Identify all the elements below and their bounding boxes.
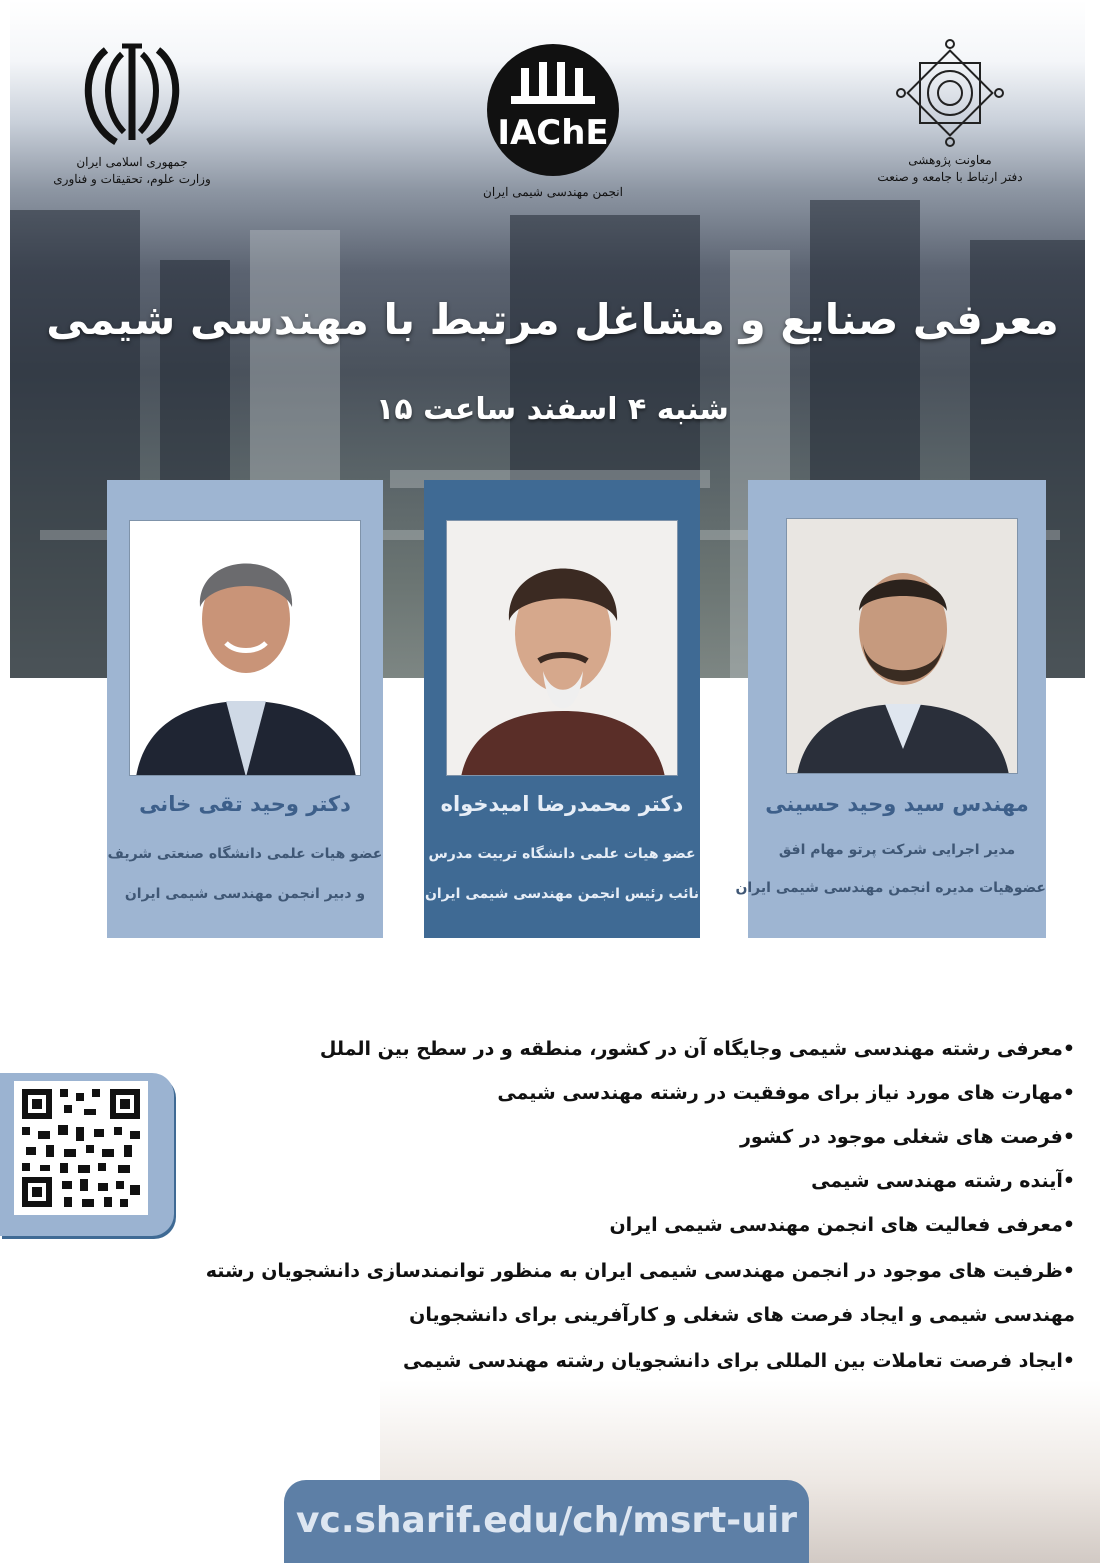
speaker-role-2: عضوهیات مدیره انجمن مهندسی شیمی ایران — [735, 880, 1046, 896]
topic-item: •ظرفیت های موجود در انجمن مهندسی شیمی ایران به منظور توانمندسازی دانشجویان رشته — [205, 1260, 1075, 1282]
research-caption-1: معاونت پژوهشی — [908, 153, 992, 167]
qr-code-icon[interactable] — [14, 1081, 148, 1215]
iache-caption: انجمن مهندسی شیمی ایران — [483, 185, 623, 199]
speaker-card-taghikhani — [107, 480, 383, 938]
topic-item: •معرفی فعالیت های انجمن مهندسی شیمی ایران — [609, 1214, 1075, 1236]
qr-panel — [0, 1073, 174, 1236]
person-portrait-icon — [787, 519, 1018, 774]
person-portrait-icon — [447, 521, 678, 776]
topic-item: •مهارت های مورد نیاز برای موفقیت در رشته مهندسی شیمی — [497, 1082, 1075, 1104]
url-text[interactable]: vc.sharif.edu/ch/msrt-uir — [296, 1500, 797, 1541]
topic-item: •فرصت های شغلی موجود در کشور — [739, 1126, 1075, 1148]
iache-logo-icon — [483, 40, 623, 180]
url-banner[interactable] — [284, 1480, 809, 1563]
speaker-name: دکتر محمدرضا امیدخواه — [440, 792, 684, 816]
speaker-photo — [129, 520, 361, 776]
iache-logo — [478, 40, 628, 201]
speaker-card-omidkhah — [424, 480, 700, 938]
ministry-caption-2: وزارت علوم، تحقیقات و فناوری — [53, 172, 211, 186]
topic-item: •آینده رشته مهندسی شیمی — [811, 1170, 1075, 1192]
speaker-name: مهندس سید وحید حسینی — [765, 792, 1029, 816]
speaker-role-1: عضو هیات علمی دانشگاه صنعتی شریف — [107, 846, 383, 862]
svg-text:IAChE: IAChE — [497, 113, 609, 153]
topic-item: •معرفی رشته مهندسی شیمی وجایگاه آن در کشور، منطقه و در سطح بین الملل — [319, 1038, 1075, 1060]
speaker-role-1: مدیر اجرایی شرکت پرتو مهام افق — [778, 842, 1016, 858]
ministry-logo — [52, 40, 212, 188]
topic-item: •ایجاد فرصت تعاملات بین المللی برای دانشجویان رشته مهندسی شیمی — [403, 1350, 1075, 1372]
speaker-name: دکتر وحید تقی خانی — [139, 792, 351, 816]
person-portrait-icon — [130, 521, 361, 776]
speaker-role-1: عضو هیات علمی دانشگاه تربیت مدرس — [428, 846, 696, 862]
research-office-logo — [870, 38, 1030, 186]
ministry-caption-1: جمهوری اسلامی ایران — [76, 155, 188, 169]
speaker-role-2: نائب رئیس انجمن مهندسی شیمی ایران — [424, 886, 700, 902]
iran-emblem-icon — [72, 40, 192, 150]
event-date: شنبه ۴ اسفند ساعت ۱۵ — [376, 392, 729, 427]
research-caption-2: دفتر ارتباط با جامعه و صنعت — [877, 170, 1023, 184]
speaker-card-hosseini — [735, 480, 1046, 938]
ornament-star-icon — [895, 38, 1005, 148]
event-title: معرفی صنایع و مشاغل مرتبط با مهندسی شیمی — [46, 295, 1059, 344]
topic-item: مهندسی شیمی و ایجاد فرصت های شغلی و کارآفرینی برای دانشجویان — [409, 1304, 1075, 1326]
speaker-photo — [786, 518, 1018, 774]
speaker-role-2: و دبیر انجمن مهندسی شیمی ایران — [124, 886, 366, 902]
speaker-photo — [446, 520, 678, 776]
